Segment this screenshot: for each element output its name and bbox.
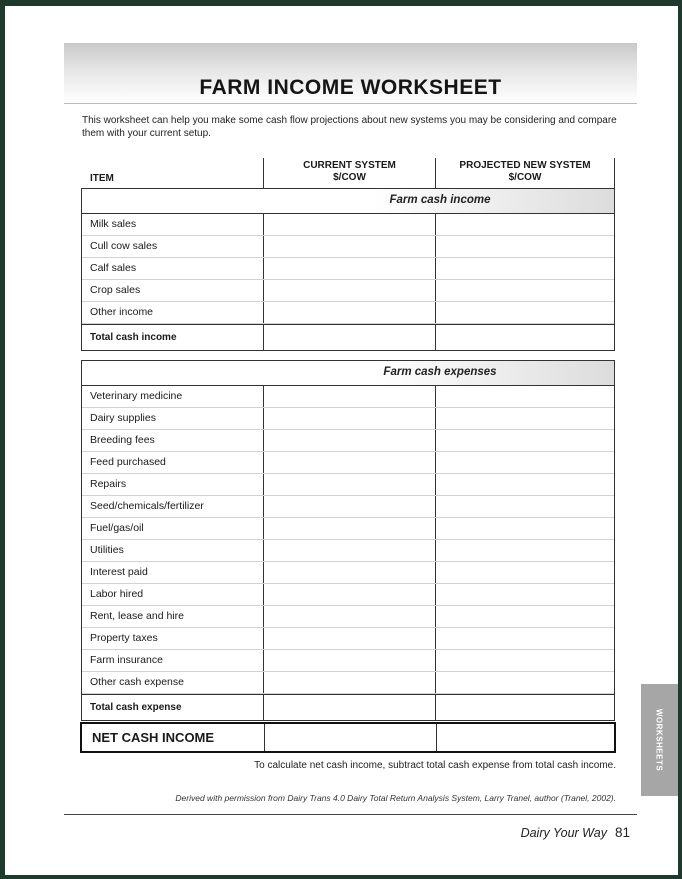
projected-cell[interactable] — [436, 408, 614, 429]
projected-cell[interactable] — [436, 302, 614, 323]
income-table — [81, 188, 615, 351]
footer-divider — [64, 814, 637, 815]
item-column-header: ITEM — [90, 173, 114, 184]
current-cell[interactable] — [264, 540, 436, 561]
row-label: Other cash expense — [82, 672, 264, 693]
table-row — [82, 606, 614, 628]
current-cell[interactable] — [264, 695, 436, 720]
page-number: 81 — [614, 825, 630, 840]
row-label: Feed purchased — [82, 452, 264, 473]
expenses-table — [81, 360, 615, 721]
current-cell[interactable] — [264, 584, 436, 605]
current-cell[interactable] — [264, 302, 436, 323]
projected-cell[interactable] — [436, 650, 614, 671]
current-cell[interactable] — [264, 650, 436, 671]
projected-cell[interactable] — [436, 214, 614, 235]
expenses-section-header — [82, 361, 614, 386]
current-cell[interactable] — [264, 562, 436, 583]
current-cell[interactable] — [264, 518, 436, 539]
page-frame-left — [0, 0, 5, 879]
page-frame-bottom — [0, 875, 682, 879]
net-cash-income-row — [80, 722, 616, 753]
row-label: Labor hired — [82, 584, 264, 605]
projected-cell[interactable] — [436, 452, 614, 473]
page-frame-top — [0, 0, 682, 6]
page-footer — [521, 825, 630, 840]
projected-cell[interactable] — [436, 280, 614, 301]
intro-paragraph: This worksheet can help you make some cash flow projections about new systems you may be considering and compare them with your current setup. — [82, 115, 617, 139]
current-cell[interactable] — [264, 408, 436, 429]
projected-cell[interactable] — [437, 724, 614, 751]
table-row — [82, 562, 614, 584]
total-income-row — [82, 324, 614, 350]
row-label: Seed/chemicals/fertilizer — [82, 496, 264, 517]
source-credit: Derived with permission from Dairy Trans 4.0 Dairy Total Return Analysis System, Larry Tranel, author (Tranel, 2002). — [175, 793, 616, 803]
current-cell[interactable] — [264, 258, 436, 279]
table-row — [82, 236, 614, 258]
current-cell[interactable] — [264, 474, 436, 495]
header-divider-3 — [614, 158, 615, 188]
row-label: Repairs — [82, 474, 264, 495]
table-row — [82, 672, 614, 694]
projected-cell[interactable] — [436, 518, 614, 539]
projected-cell[interactable] — [436, 672, 614, 693]
projected-cell[interactable] — [436, 562, 614, 583]
row-label: Utilities — [82, 540, 264, 561]
income-section-title: Farm cash income — [389, 194, 491, 206]
row-label: Cull cow sales — [82, 236, 264, 257]
current-cell[interactable] — [264, 628, 436, 649]
projected-cell[interactable] — [436, 540, 614, 561]
income-section-header — [82, 189, 614, 214]
row-label: Interest paid — [82, 562, 264, 583]
row-label: Rent, lease and hire — [82, 606, 264, 627]
table-row — [82, 518, 614, 540]
page-title: FARM INCOME WORKSHEET — [199, 76, 502, 99]
row-label: Milk sales — [82, 214, 264, 235]
projected-cell[interactable] — [436, 496, 614, 517]
row-label: Breeding fees — [82, 430, 264, 451]
table-row — [82, 214, 614, 236]
calculation-note: To calculate net cash income, subtract total cash expense from total cash income. — [254, 760, 616, 771]
page-frame-right — [678, 0, 682, 879]
projected-cell[interactable] — [436, 258, 614, 279]
projected-system-unit: $/COW — [508, 172, 542, 183]
total-expense-row — [82, 694, 614, 720]
table-row — [82, 474, 614, 496]
current-cell[interactable] — [264, 496, 436, 517]
row-label: Total cash expense — [82, 695, 264, 720]
projected-cell[interactable] — [436, 325, 614, 350]
section-tab — [641, 684, 678, 796]
current-system-unit: $/COW — [333, 172, 366, 183]
row-label: Calf sales — [82, 258, 264, 279]
table-row — [82, 258, 614, 280]
table-row — [82, 496, 614, 518]
current-system-column-header — [264, 160, 435, 184]
table-row — [82, 650, 614, 672]
table-row — [82, 408, 614, 430]
projected-cell[interactable] — [436, 584, 614, 605]
table-row — [82, 628, 614, 650]
projected-system-column-header — [436, 160, 614, 184]
expenses-section-title: Farm cash expenses — [383, 366, 497, 378]
table-row — [82, 540, 614, 562]
table-row — [82, 280, 614, 302]
current-cell[interactable] — [264, 214, 436, 235]
row-label: Property taxes — [82, 628, 264, 649]
table-row — [82, 584, 614, 606]
table-row — [82, 386, 614, 408]
row-label: Other income — [82, 302, 264, 323]
current-system-label: CURRENT SYSTEM — [303, 160, 396, 171]
net-cash-income-label: NET CASH INCOME — [82, 724, 265, 751]
current-cell[interactable] — [264, 606, 436, 627]
projected-cell[interactable] — [436, 695, 614, 720]
row-label: Veterinary medicine — [82, 386, 264, 407]
projected-cell[interactable] — [436, 236, 614, 257]
row-label: Fuel/gas/oil — [82, 518, 264, 539]
current-cell[interactable] — [264, 236, 436, 257]
current-cell[interactable] — [264, 325, 436, 350]
current-cell[interactable] — [264, 280, 436, 301]
current-cell[interactable] — [264, 452, 436, 473]
projected-cell[interactable] — [436, 628, 614, 649]
projected-cell[interactable] — [436, 606, 614, 627]
section-tab-label: WORKSHEETS — [654, 708, 664, 772]
table-row — [82, 430, 614, 452]
current-cell[interactable] — [264, 672, 436, 693]
projected-cell[interactable] — [436, 474, 614, 495]
projected-system-label: PROJECTED NEW SYSTEM — [459, 160, 591, 171]
row-label: Farm insurance — [82, 650, 264, 671]
table-row — [82, 302, 614, 324]
current-cell[interactable] — [264, 430, 436, 451]
current-cell[interactable] — [265, 724, 437, 751]
row-label: Dairy supplies — [82, 408, 264, 429]
row-label: Crop sales — [82, 280, 264, 301]
current-cell[interactable] — [264, 386, 436, 407]
row-label: Total cash income — [82, 325, 264, 350]
projected-cell[interactable] — [436, 386, 614, 407]
projected-cell[interactable] — [436, 430, 614, 451]
publication-name: Dairy Your Way — [520, 826, 607, 840]
table-row — [82, 452, 614, 474]
